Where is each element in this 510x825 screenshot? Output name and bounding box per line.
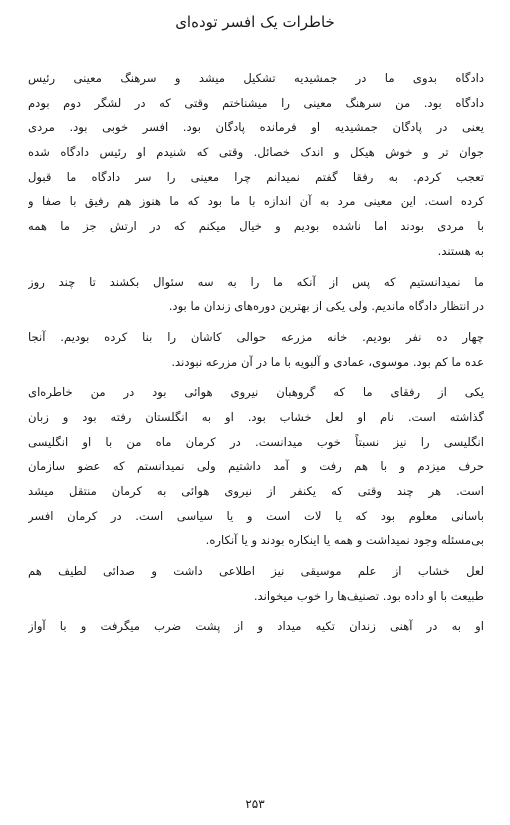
text-line: به هستند.: [437, 243, 484, 258]
text-line: است. هر چند وقتی که یکنفر از نیروی هوائی به کرمان منتقل میشد: [28, 484, 484, 498]
text-line: یعنی در پادگان جمشیدیه او فرمانده پادگان بود. افسر خوبی بود. مردی: [28, 120, 484, 135]
text-line: حرف میزدم و با هم رفت و آمد داشتیم ولی نمیدانستم که عضو سازمان: [28, 459, 484, 474]
text-line: عده ما کم بود. موسوی، عمادی و آلبویه با ما در آن مزرعه نبودند.: [171, 354, 484, 369]
text-line: گذاشته است. نام او لعل خشاب بود. او به انگلستان رفته بود و زبان: [28, 409, 484, 424]
text-line: انگلیسی را نیز نسبتاً خوب میدانست. در کرمان ماه من با او انگلیسی: [28, 434, 484, 449]
paragraph-1: [28, 66, 484, 264]
paragraph-4: [28, 380, 484, 553]
page-number: ۲۵۳: [245, 797, 265, 811]
text-line: بی‌مسئله وجود نمیداشت و همه یا اینکاره بودند و یا آنکاره.: [205, 533, 484, 548]
text-line: یکی از رفقای ما که گروهبان نیروی هوائی بود در من خاطره‌ای: [28, 385, 484, 400]
text-line: چهار ده نفر بودیم. خانه مزرعه حوالی کاشان را بنا کرده بودیم. آنجا: [28, 329, 484, 344]
text-line: ما نمیدانستیم که پس از آنکه ما را به سه سئوال بکشند تا چند روز: [28, 274, 484, 289]
text-line: دادگاه بود. من سرهنگ معینی را میشناختم وقتی که در لشگر دوم بودم: [28, 95, 484, 110]
page-title: خاطرات یک افسر توده‌ای: [175, 13, 335, 31]
text-line: او به در آهنی زندان تکیه میداد و از پشت ضرب میگرفت و با آواز: [28, 619, 484, 634]
text-line: دادگاه بدوی ما در جمشیدیه تشکیل میشد و سرهنگ معینی رئیس: [28, 71, 484, 85]
text-line: جوان تر و خوش هیکل و اندک خصائل. وقتی که شنیدم او رئیس دادگاه شده: [28, 145, 484, 160]
paragraph-5: [28, 559, 484, 608]
text-line: تعجب کردم. به رفقا گفتم نمیدانم چرا معینی را سر دادگاه ما قبول: [28, 169, 484, 184]
text-line: در انتظار دادگاه ماندیم. ولی یکی از بهترین دوره‌های زندان ما بود.: [168, 299, 484, 314]
text-line: با مردی بودند اما ناشده بودیم و خیال میکنم که در ارتش جز ما همه: [28, 219, 484, 234]
text-line: طبیعت با او داده بود. تصنیف‌ها را خوب میخواند.: [253, 588, 484, 603]
text-line: لعل خشاب از علم موسیقی نیز اطلاعی داشت و صدائی لطیف هم: [28, 564, 484, 579]
text-line: کرده است. این معینی مرد به آن اندازه با ما بود که ما هنوز هم رفیق با صفا و: [28, 194, 484, 209]
paragraph-3: [28, 325, 484, 374]
body-text: [28, 66, 484, 639]
paragraph-2: [28, 270, 484, 319]
text-line: باسانی معلوم بود که یا لات است و یا سیاسی است. در کرمان افسر: [28, 508, 484, 523]
paragraph-6: [28, 614, 484, 639]
